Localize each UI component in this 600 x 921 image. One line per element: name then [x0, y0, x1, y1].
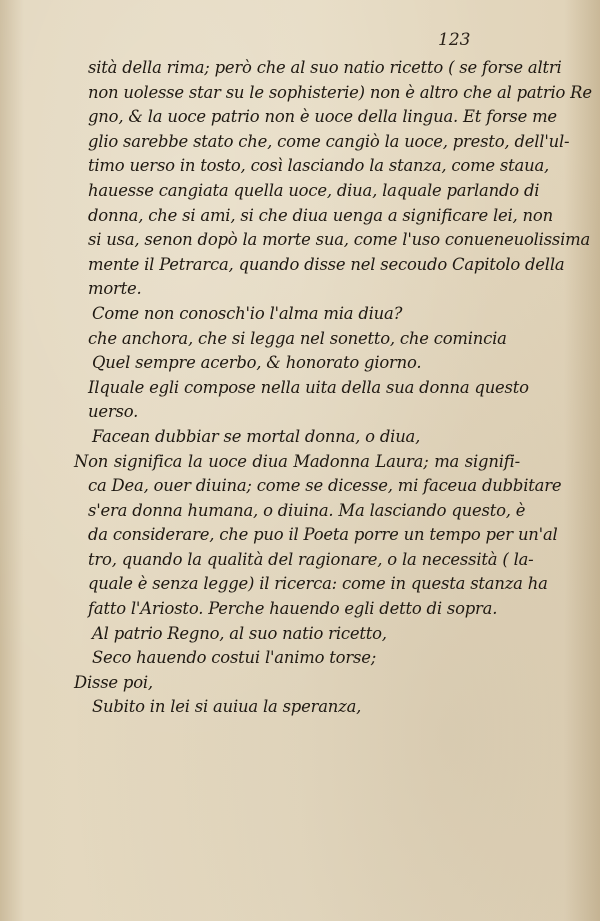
- text-line: Disse poi,: [74, 672, 153, 692]
- text-line: gno, & la uoce patrio non è uoce della lingua. Et forse me: [88, 107, 557, 127]
- text-line: fatto l'Ariosto. Perche hauendo egli detto di sopra.: [88, 599, 498, 619]
- text-line: si usa, senon dopò la morte sua, come l'uso conueneuolissima: [88, 230, 591, 250]
- text-line: tro, quando la qualità del ragionare, o la necessità ( la-: [88, 549, 534, 569]
- verse-line: Facean dubbiar se mortal donna, o diua,: [92, 426, 421, 446]
- text-line: da considerare, che puo il Poeta porre un tempo per un'al: [88, 525, 558, 545]
- text-line: glio sarebbe stato che, come cangiò la uoce, presto, dell'ul-: [88, 131, 570, 151]
- text-line: mente il Petrarca, quando disse nel secoudo Capitolo della: [88, 254, 565, 274]
- text-line: Ilquale egli compose nella uita della sua donna questo: [88, 377, 529, 397]
- text-line: quale è senza legge) il ricerca: come in questa stanza ha: [88, 574, 548, 594]
- verse-line: Al patrio Regno, al suo natio ricetto,: [92, 623, 387, 643]
- text-line: morte.: [88, 279, 142, 299]
- text-line: ca Dea, ouer diuina; come se dicesse, mi faceua dubbitare: [88, 476, 562, 496]
- verse-line: Come non conosch'io l'alma mia diua?: [92, 303, 403, 323]
- text-line: hauesse cangiata quella uoce, diua, laquale parlando di: [88, 180, 540, 200]
- body-text: [74, 56, 592, 720]
- text-line: che anchora, che si legga nel sonetto, che comincia: [88, 328, 507, 348]
- text-line: uerso.: [88, 402, 139, 422]
- text-line: s'era donna humana, o diuina. Ma lasciando questo, è: [88, 500, 526, 520]
- text-line: donna, che si ami, si che diua uenga a significare lei, non: [88, 205, 553, 225]
- page-number: 123: [438, 30, 471, 50]
- verse-line: Seco hauendo costui l'animo torse;: [92, 648, 377, 668]
- text-line: Non significa la uoce diua Madonna Laura; ma signifi-: [74, 451, 520, 471]
- text-line: non uolesse star su le sophisterie) non è altro che al patrio Re: [88, 82, 592, 102]
- verse-line: Subito in lei si auiua la speranza,: [92, 697, 362, 717]
- verse-line: Quel sempre acerbo, & honorato giorno.: [92, 353, 422, 373]
- text-line: timo uerso in tosto, così lasciando la stanza, come staua,: [88, 156, 550, 176]
- text-line: sità della rima; però che al suo natio ricetto ( se forse altri: [88, 58, 562, 77]
